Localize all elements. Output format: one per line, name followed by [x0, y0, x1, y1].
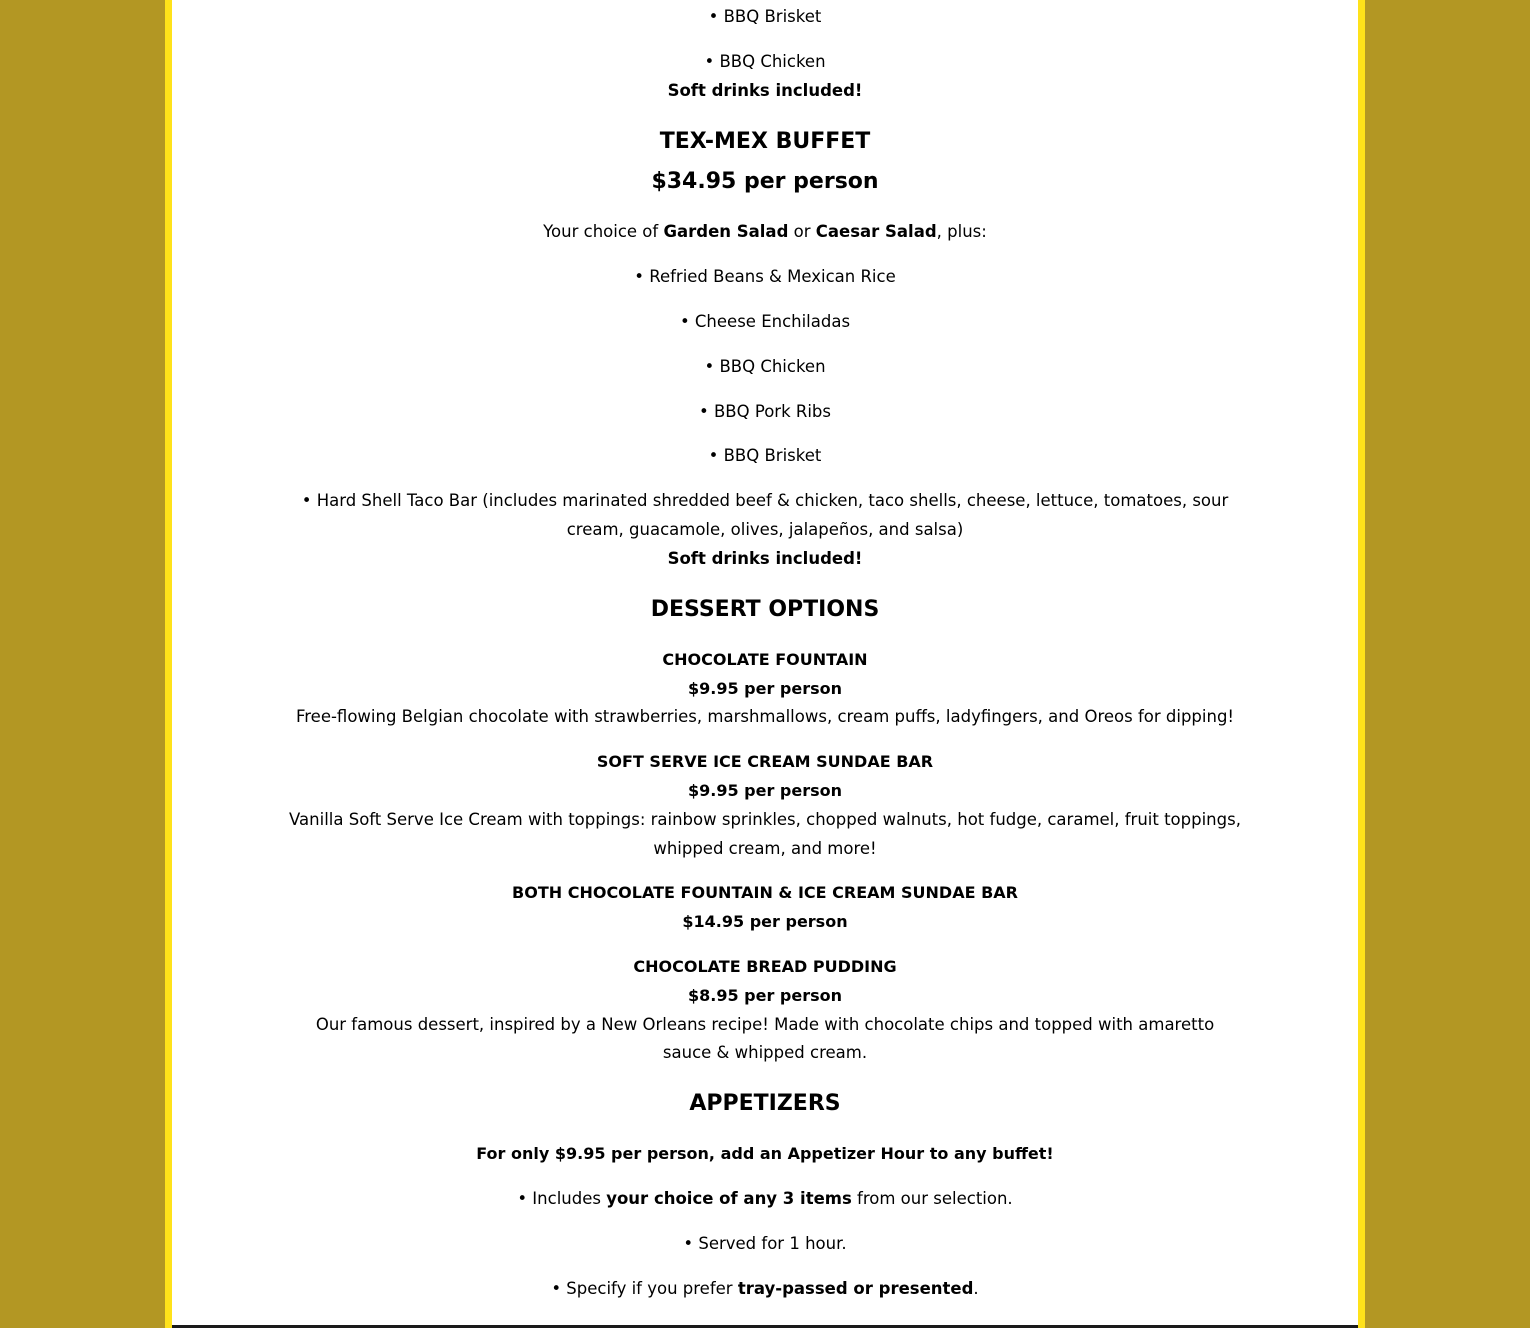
right-border-stripe	[1358, 0, 1365, 1328]
appetizer-promo: For only $9.95 per person, add an Appetizer Hour to any buffet!	[476, 1144, 1054, 1163]
garden-salad-label: Garden Salad	[663, 222, 789, 241]
includes-bold: your choice of any 3 items	[606, 1189, 852, 1208]
texmex-item: • Cheese Enchiladas	[679, 312, 851, 331]
sundae-desc-line-1: Vanilla Soft Serve Ice Cream with toppings: rainbow sprinkles, chopped walnuts, hot fudge, caramel, fruit toppings,	[289, 810, 1241, 829]
bbq-item-chicken: • BBQ Chicken	[704, 52, 826, 71]
texmex-item: • BBQ Pork Ribs	[698, 402, 831, 421]
texmex-item: • BBQ Chicken	[704, 357, 826, 376]
texmex-item: • Refried Beans & Mexican Rice	[634, 267, 896, 286]
choice-prefix: Your choice of	[543, 222, 664, 241]
fountain-price: $9.95 per person	[687, 679, 843, 698]
sundae-desc-line-2: whipped cream, and more!	[653, 839, 877, 858]
choice-suffix: , plus:	[936, 222, 987, 241]
pudding-desc-line-2: sauce & whipped cream.	[662, 1043, 868, 1062]
bbq-drinks-note: Soft drinks included!	[667, 81, 863, 100]
choice-or: or	[788, 222, 816, 241]
pudding-desc-line-1: Our famous dessert, inspired by a New Orleans recipe! Made with chocolate chips and topped with amaretto	[315, 1015, 1215, 1034]
texmex-salad-choice	[310, 217, 1220, 246]
taco-bar-line-2: cream, guacamole, olives, jalapeños, and salsa)	[566, 520, 964, 539]
includes-prefix: • Includes	[517, 1189, 607, 1208]
includes-suffix: from our selection.	[851, 1189, 1013, 1208]
menu-content	[172, 0, 1358, 1328]
caesar-salad-label: Caesar Salad	[815, 222, 937, 241]
left-border-stripe	[165, 0, 172, 1328]
appetizer-specify	[310, 1274, 1220, 1303]
specify-prefix: • Specify if you prefer	[551, 1279, 738, 1298]
specify-suffix: .	[973, 1279, 979, 1298]
menu-inner	[289, 0, 1241, 1325]
appetizer-includes	[310, 1184, 1220, 1213]
texmex-price: $34.95 per person	[651, 169, 879, 194]
fountain-name: CHOCOLATE FOUNTAIN	[662, 650, 868, 669]
fountain-desc: Free-flowing Belgian chocolate with strawberries, marshmallows, cream puffs, ladyfingers, and Oreos for dipping!	[295, 707, 1235, 726]
dessert-title: DESSERT OPTIONS	[650, 597, 880, 622]
sundae-name: SOFT SERVE ICE CREAM SUNDAE BAR	[596, 752, 934, 771]
sundae-price: $9.95 per person	[687, 781, 843, 800]
both-name: BOTH CHOCOLATE FOUNTAIN & ICE CREAM SUNDAE BAR	[512, 883, 1018, 902]
pudding-price: $8.95 per person	[687, 986, 843, 1005]
appetizers-title: APPETIZERS	[689, 1091, 841, 1116]
both-price: $14.95 per person	[682, 912, 848, 931]
specify-bold: tray-passed or presented	[737, 1279, 974, 1298]
texmex-item: • BBQ Brisket	[708, 446, 822, 465]
taco-bar-line-1: • Hard Shell Taco Bar (includes marinated shredded beef & chicken, taco shells, cheese, lettuce, tomatoes, sour	[301, 491, 1229, 510]
bbq-item-brisket: • BBQ Brisket	[708, 7, 822, 26]
texmex-drinks-note: Soft drinks included!	[667, 549, 863, 568]
appetizer-served: • Served for 1 hour.	[683, 1234, 847, 1253]
pudding-name: CHOCOLATE BREAD PUDDING	[633, 957, 897, 976]
texmex-title: TEX-MEX BUFFET	[659, 129, 871, 154]
